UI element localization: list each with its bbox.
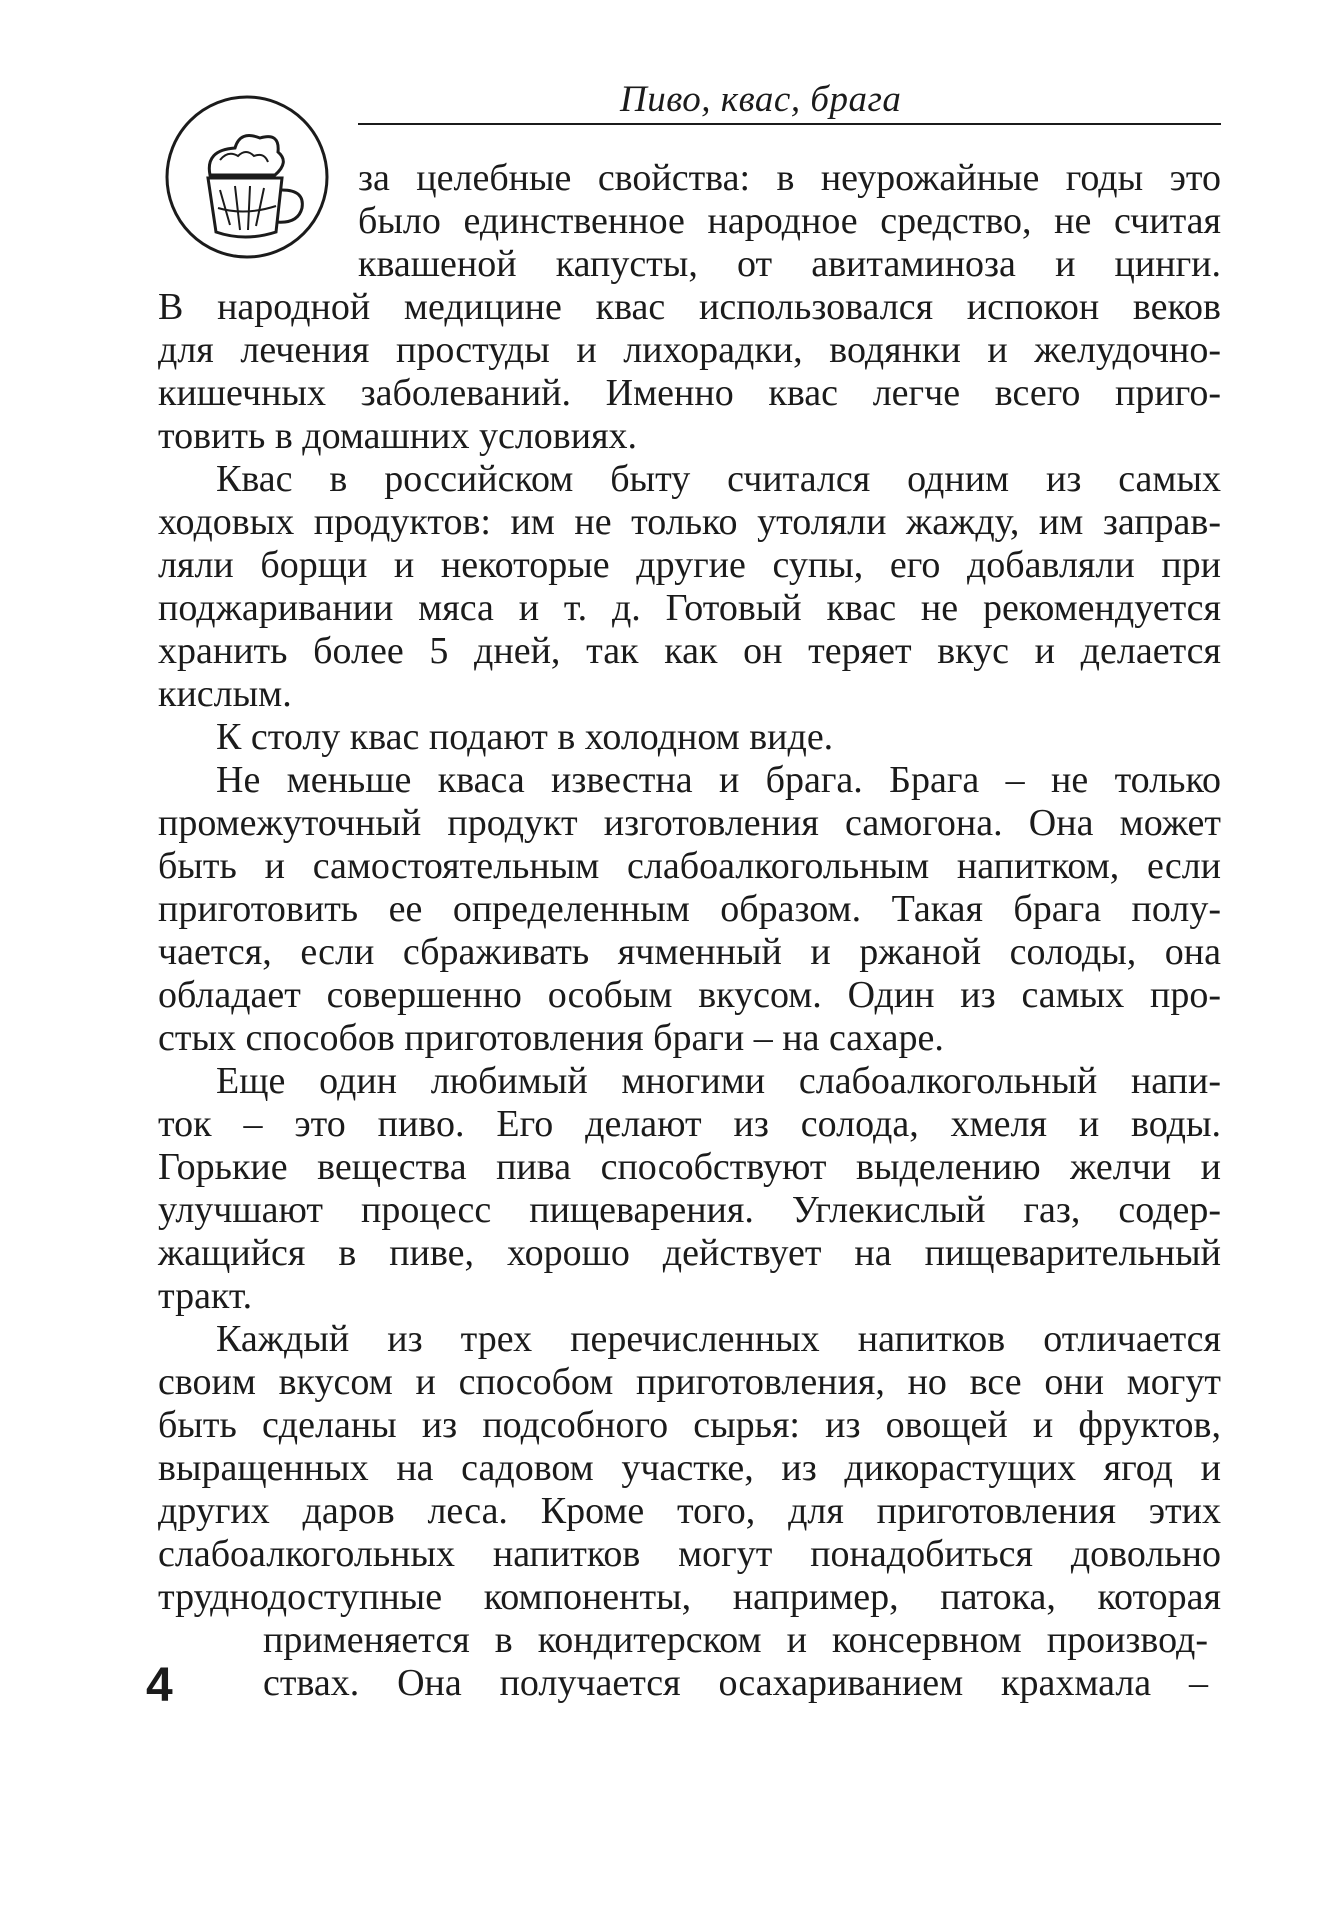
text-line: ствах. Она получается осахариванием крахмала –	[263, 1662, 1208, 1704]
text-line: было единственное народное средство, не считая	[358, 200, 1221, 242]
text-line: для лечения простуды и лихорадки, водянки и желудочно-	[158, 329, 1221, 371]
text-line: ляли борщи и некоторые другие супы, его добавляли при	[158, 544, 1221, 586]
mug-icon	[160, 90, 335, 265]
text-line: Горькие вещества пива способствуют выделению желчи и	[158, 1146, 1221, 1188]
text-line: жащийся в пиве, хорошо действует на пищеварительный	[158, 1232, 1221, 1274]
text-line: слабоалкогольных напитков могут понадобиться довольно	[158, 1533, 1221, 1575]
text-line: стых способов приготовления браги – на сахаре.	[158, 1017, 944, 1059]
text-line: Каждый из трех перечисленных напитков отличается	[216, 1318, 1221, 1360]
text-line: кишечных заболеваний. Именно квас легче всего приго-	[158, 372, 1221, 414]
text-line: В народной медицине квас использовался испокон веков	[158, 286, 1221, 328]
text-line: других даров леса. Кроме того, для приготовления этих	[158, 1490, 1221, 1532]
text-line: своим вкусом и способом приготовления, но все они могут	[158, 1361, 1221, 1403]
text-line: за целебные свойства: в неурожайные годы это	[358, 157, 1221, 199]
text-line: тракт.	[158, 1275, 253, 1317]
text-line: чается, если сбраживать ячменный и ржаной солоды, она	[158, 931, 1221, 973]
running-header: Пиво, квас, брага	[620, 79, 902, 120]
text-line: обладает совершенно особым вкусом. Один из самых про-	[158, 974, 1221, 1016]
text-line: Не меньше кваса известна и брага. Брага – не только	[216, 759, 1221, 801]
text-line: квашеной капусты, от авитаминоза и цинги.	[358, 243, 1221, 285]
text-line: ток – это пиво. Его делают из солода, хмеля и воды.	[158, 1103, 1221, 1145]
text-line: хранить более 5 дней, так как он теряет вкус и делается	[158, 630, 1221, 672]
text-line: ходовых продуктов: им не только утоляли жажду, им заправ-	[158, 501, 1221, 543]
text-line: Еще один любимый многими слабоалкогольный напи-	[216, 1060, 1221, 1102]
text-line: быть сделаны из подсобного сырья: из овощей и фруктов,	[158, 1404, 1221, 1446]
text-line: поджаривании мяса и т. д. Готовый квас не рекомендуется	[158, 587, 1221, 629]
text-line: труднодоступные компоненты, например, патока, которая	[158, 1576, 1221, 1618]
text-line: применяется в кондитерском и консервном производ-	[263, 1619, 1208, 1661]
text-line: промежуточный продукт изготовления самогона. Она может	[158, 802, 1221, 844]
text-line: приготовить ее определенным образом. Такая брага полу-	[158, 888, 1221, 930]
header-rule	[358, 123, 1221, 125]
text-line: К столу квас подают в холодном виде.	[216, 716, 834, 758]
text-line: кислым.	[158, 673, 292, 715]
text-line: Квас в российском быту считался одним из самых	[216, 458, 1221, 500]
text-line: быть и самостоятельным слабоалкогольным напитком, если	[158, 845, 1221, 887]
text-line: выращенных на садовом участке, из дикорастущих ягод и	[158, 1447, 1221, 1489]
text-line: товить в домашних условиях.	[158, 415, 638, 457]
page-number: 4	[146, 1659, 173, 1712]
text-line: улучшают процесс пищеварения. Углекислый газ, содер-	[158, 1189, 1221, 1231]
